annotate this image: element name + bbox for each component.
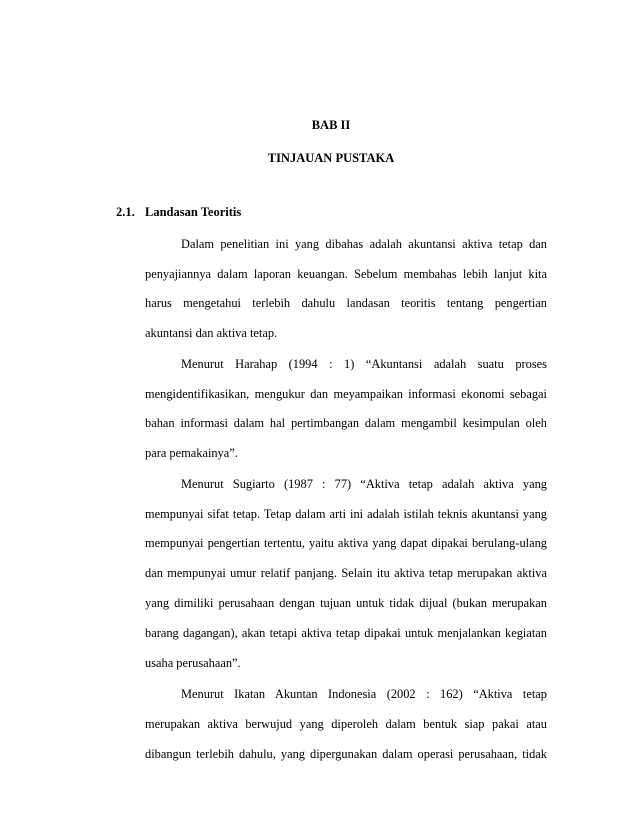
paragraph-line: dibangun terlebih dahulu, yang dipergunakan dalam operasi perusahaan, tidak [145, 747, 547, 761]
chapter-title: TINJAUAN PUSTAKA [267, 151, 395, 165]
paragraph-line: yang dimiliki perusahaan dengan tujuan untuk tidak dijual (bukan merupakan [145, 596, 547, 610]
paragraph-line: harus mengetahui terlebih dahulu landasan teoritis tentang pengertian [145, 296, 547, 310]
section-number: 2.1. [116, 205, 135, 219]
section-title: Landasan Teoritis [145, 205, 242, 219]
paragraph-line: bahan informasi dalam hal pertimbangan dalam mengambil kesimpulan oleh [145, 416, 547, 430]
paragraph-line: Menurut Ikatan Akuntan Indonesia (2002 : 162) “Aktiva tetap [181, 687, 547, 701]
paragraph-line: usaha perusahaan”. [145, 656, 241, 670]
paragraph-line: mempunyai sifat tetap. Tetap dalam arti ini adalah istilah teknis akuntansi yang [145, 507, 547, 521]
paragraph-line: Menurut Sugiarto (1987 : 77) “Aktiva tetap adalah aktiva yang [181, 477, 547, 491]
paragraph-line: akuntansi dan aktiva tetap. [145, 326, 278, 340]
paragraph-line: mempunyai pengertian tertentu, yaitu aktiva yang dapat dipakai berulang-ulang [145, 536, 547, 550]
paragraph-line: barang dagangan), akan tetapi aktiva tetap dipakai untuk menjalankan kegiatan [145, 626, 547, 640]
paragraph-line: mengidentifikasikan, mengukur dan meyampaikan informasi ekonomi sebagai [145, 387, 547, 401]
paragraph-line: merupakan aktiva berwujud yang diperoleh dalam bentuk siap pakai atau [145, 717, 547, 731]
paragraph-line: para pemakainya”. [145, 446, 238, 460]
paragraph-line: Dalam penelitian ini yang dibahas adalah akuntansi aktiva tetap dan [181, 237, 547, 251]
paragraph-line: penyajiannya dalam laporan keuangan. Sebelum membahas lebih lanjut kita [145, 267, 547, 281]
section-heading [116, 205, 241, 220]
chapter-number: BAB II [311, 118, 351, 132]
paragraph-line: dan mempunyai umur relatif panjang. Selain itu aktiva tetap merupakan aktiva [145, 566, 547, 580]
paragraph-line: Menurut Harahap (1994 : 1) “Akuntansi adalah suatu proses [181, 357, 547, 371]
